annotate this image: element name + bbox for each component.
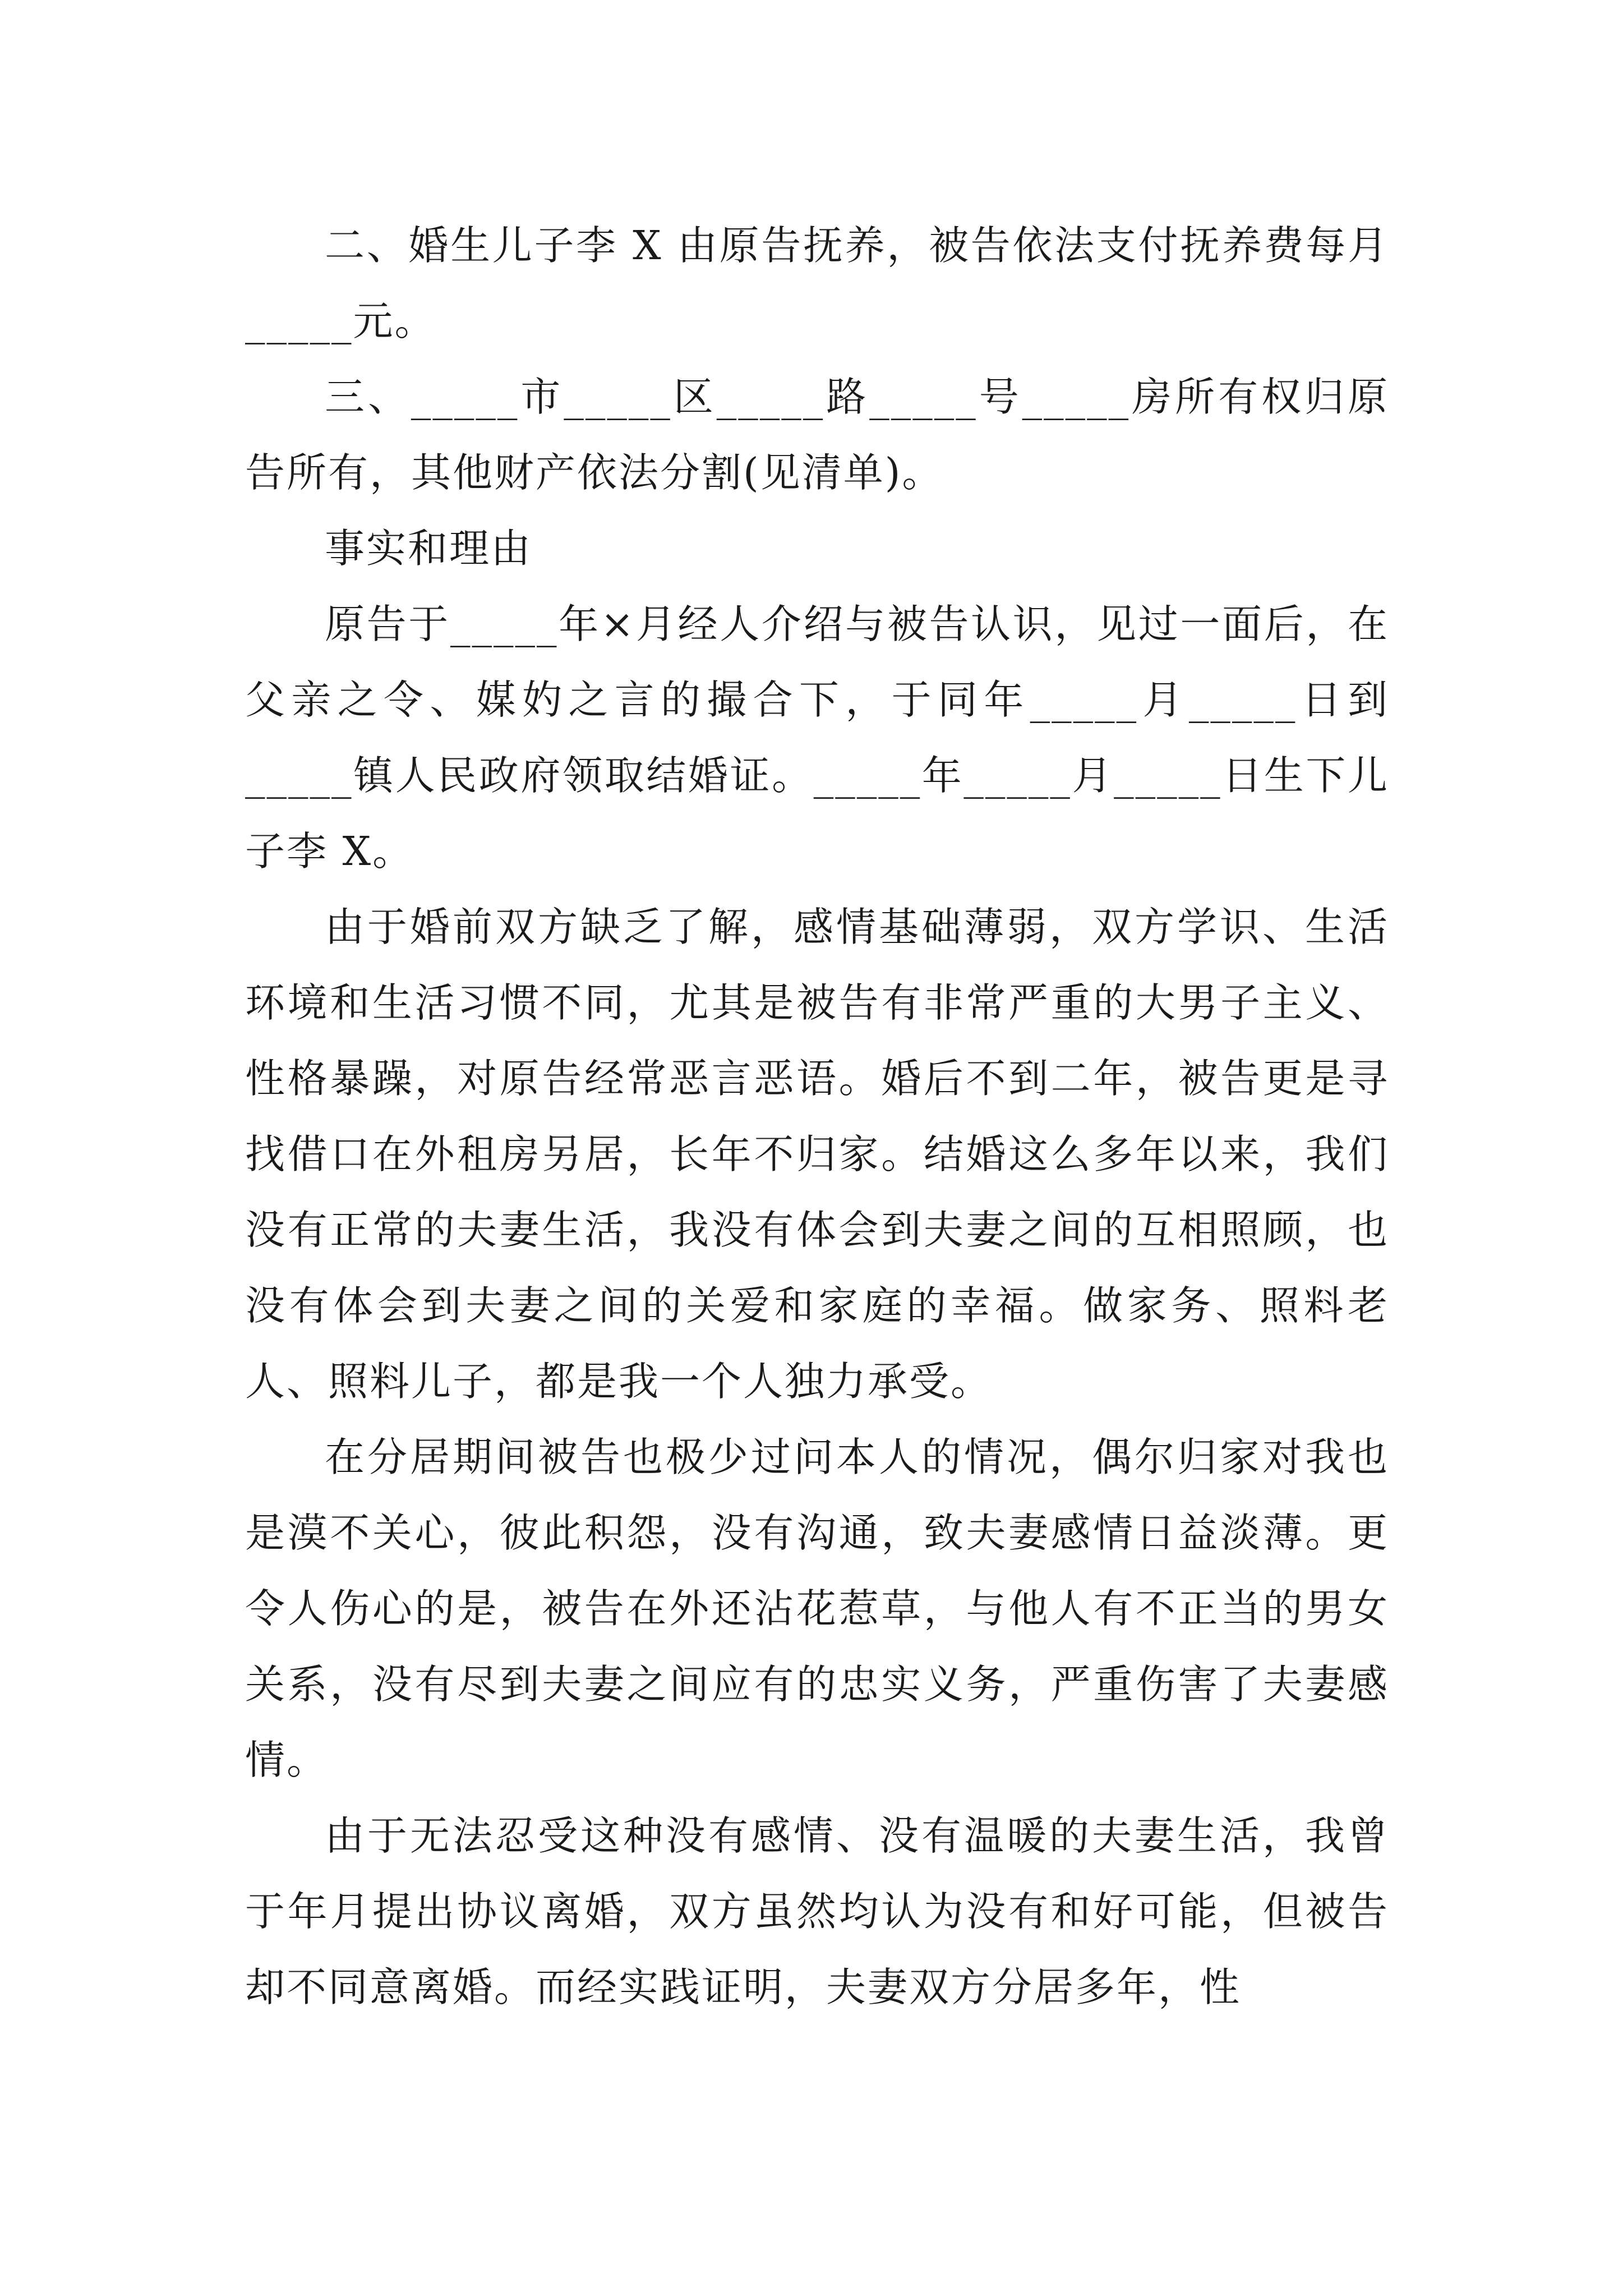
paragraph-separation-period: 在分居期间被告也极少过问本人的情况，偶尔归家对我也是漠不关心，彼此积怨，没有沟通，致夫妻感情日益淡薄。更令人伤心的是，被告在外还沾花惹草，与他人有不正当的男女关系，没有尽到夫妻之间应有的忠实义务，严重伤害了夫妻感情。	[245, 1434, 1389, 1783]
paragraph-claim-3-property: 三、_____市_____区_____路_____号_____房所有权归原告所有，其他财产依法分割(见清单)。	[245, 374, 1389, 496]
paragraph-divorce-attempt: 由于无法忍受这种没有感情、没有温暖的夫妻生活，我曾于年月提出协议离婚，双方虽然均认为没有和好可能，但被告却不同意离婚。而经实践证明，夫妻双方分居多年，性	[245, 1812, 1389, 2010]
section-heading-facts-and-reasons: 事实和理由	[325, 525, 533, 572]
paragraph-claim-2-child-support: 二、婚生儿子李 X 由原告抚养，被告依法支付抚养费每月_____元。	[245, 222, 1389, 344]
document-body	[245, 208, 1389, 2025]
paragraph-relationship-breakdown: 由于婚前双方缺乏了解，感情基础薄弱，双方学识、生活环境和生活习惯不同，尤其是被告有非常严重的大男子主义、性格暴躁，对原告经常恶言恶语。婚后不到二年，被告更是寻找借口在外租房另居，长年不归家。结婚这么多年以来，我们没有正常的夫妻生活，我没有体会到夫妻之间的互相照顾，也没有体会到夫妻之间的关爱和家庭的幸福。做家务、照料老人、照料儿子，都是我一个人独力承受。	[245, 904, 1389, 1405]
paragraph-marriage-history: 原告于_____年×月经人介绍与被告认识，见过一面后，在父亲之令、媒妁之言的撮合下，于同年_____月_____日到_____镇人民政府领取结婚证。_____年_____月_____日生下儿子李 X。	[245, 601, 1389, 875]
